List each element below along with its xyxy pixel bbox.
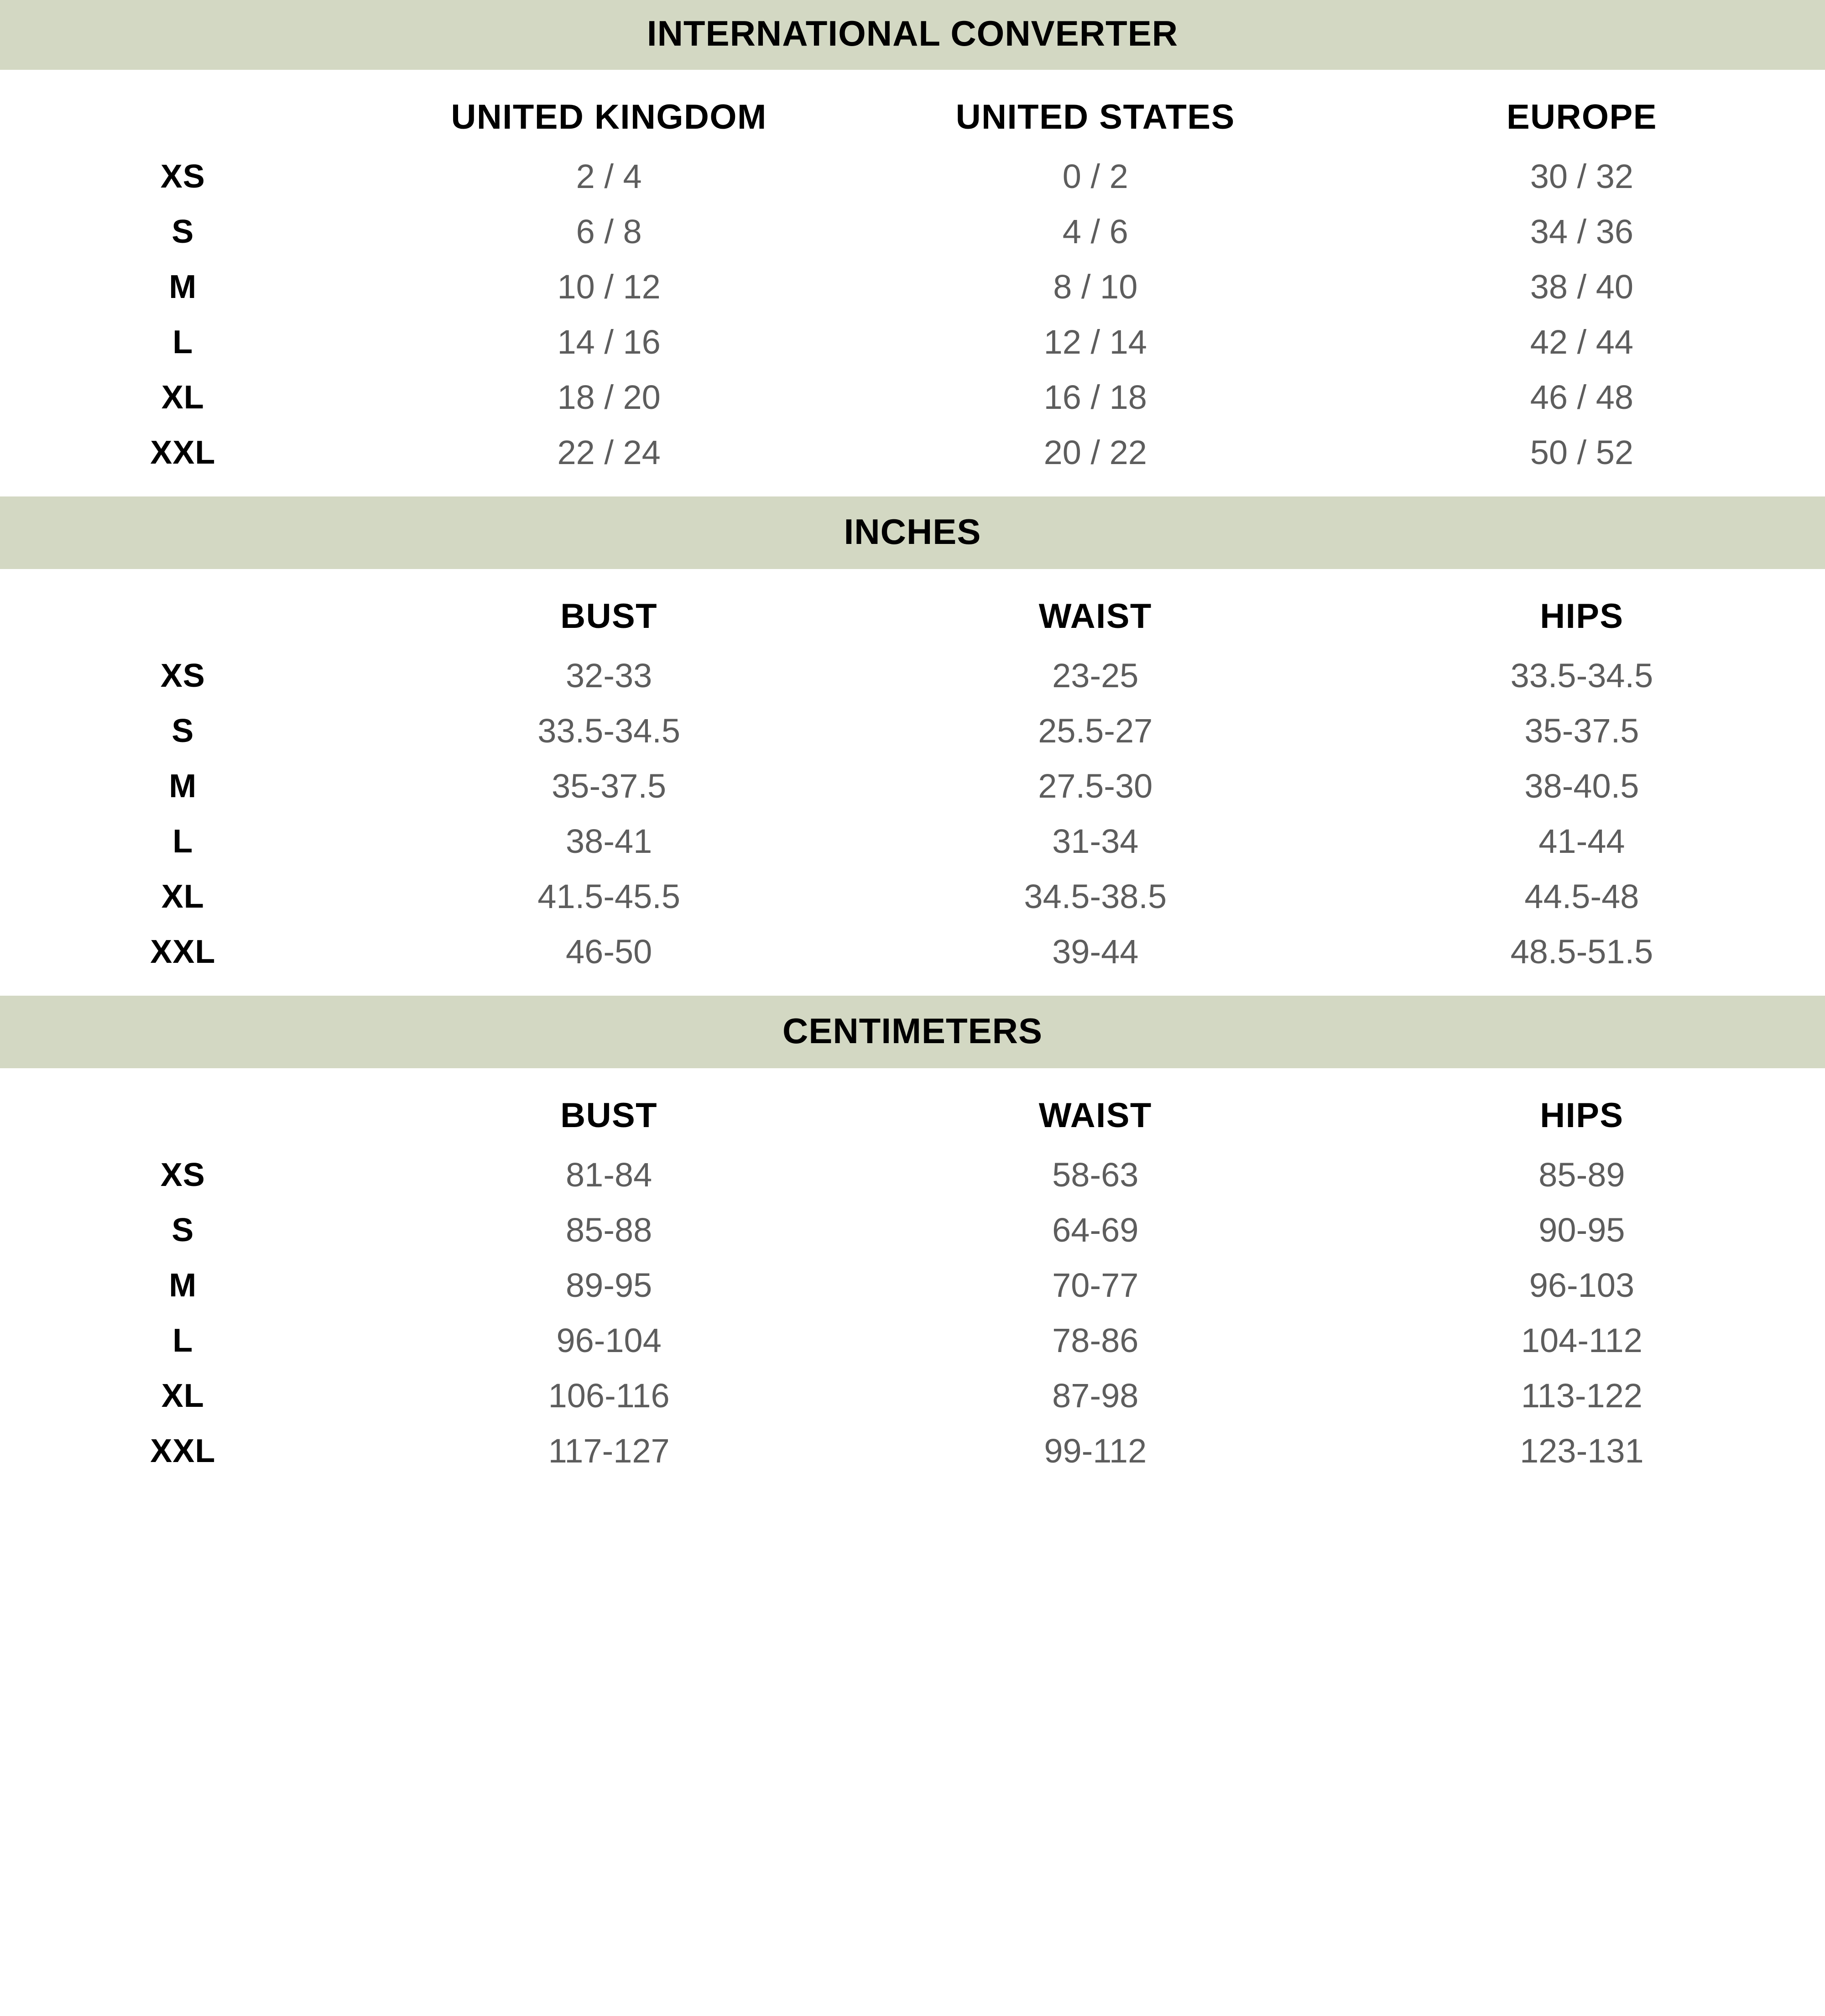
inches-measurement-table bbox=[0, 569, 1825, 979]
cell-us-xl: 16 / 18 bbox=[1043, 378, 1147, 416]
cell-us-s: 4 / 6 bbox=[1062, 213, 1128, 251]
row-label-xxl: XXL bbox=[150, 1432, 216, 1469]
column-header-waist-inches: WAIST bbox=[1038, 597, 1152, 636]
cell-us-xs: 0 / 2 bbox=[1062, 157, 1128, 195]
table-row bbox=[0, 259, 1825, 314]
cell-waist-in-xxl: 39-44 bbox=[1052, 933, 1139, 971]
cell-hips-cm-xl: 113-122 bbox=[1521, 1377, 1642, 1415]
row-label-s: S bbox=[172, 1212, 194, 1248]
cell-bust-cm-xxl: 117-127 bbox=[548, 1432, 670, 1470]
table-row bbox=[0, 1258, 1825, 1313]
table-row bbox=[0, 1368, 1825, 1423]
cell-eu-m: 38 / 40 bbox=[1530, 268, 1634, 306]
cell-eu-xxl: 50 / 52 bbox=[1530, 433, 1634, 471]
cell-eu-xs: 30 / 32 bbox=[1530, 157, 1634, 195]
table-row bbox=[0, 425, 1825, 480]
cell-hips-cm-s: 90-95 bbox=[1538, 1211, 1625, 1249]
cell-waist-cm-m: 70-77 bbox=[1052, 1266, 1139, 1304]
row-label-xl: XL bbox=[161, 379, 204, 416]
cell-waist-in-m: 27.5-30 bbox=[1038, 767, 1153, 805]
table-row bbox=[0, 703, 1825, 758]
table-row bbox=[0, 1423, 1825, 1478]
cell-bust-in-m: 35-37.5 bbox=[552, 767, 667, 805]
cell-hips-in-xs: 33.5-34.5 bbox=[1510, 657, 1653, 695]
cell-us-m: 8 / 10 bbox=[1053, 268, 1138, 306]
centimeters-measurement-table bbox=[0, 1068, 1825, 1478]
cell-waist-cm-s: 64-69 bbox=[1052, 1211, 1139, 1249]
cell-waist-cm-xxl: 99-112 bbox=[1044, 1432, 1147, 1470]
column-header-bust-cm: BUST bbox=[560, 1096, 658, 1135]
column-header-united-kingdom: UNITED KINGDOM bbox=[451, 98, 767, 136]
row-label-xs: XS bbox=[160, 158, 205, 195]
cell-hips-in-l: 41-44 bbox=[1538, 822, 1625, 860]
table-row bbox=[0, 924, 1825, 979]
international-converter-table bbox=[0, 70, 1825, 480]
cell-bust-cm-s: 85-88 bbox=[566, 1211, 652, 1249]
cell-uk-s: 6 / 8 bbox=[576, 213, 642, 251]
row-label-m: M bbox=[169, 268, 197, 305]
table-header-row bbox=[0, 70, 1825, 149]
cell-hips-in-m: 38-40.5 bbox=[1524, 767, 1639, 805]
cell-bust-cm-m: 89-95 bbox=[566, 1266, 652, 1304]
table-row bbox=[0, 370, 1825, 425]
table-row bbox=[0, 1202, 1825, 1258]
cell-bust-in-xxl: 46-50 bbox=[566, 933, 652, 971]
section-spacer bbox=[0, 480, 1825, 496]
section-banner-centimeters: CENTIMETERS bbox=[0, 996, 1825, 1068]
cell-hips-cm-m: 96-103 bbox=[1529, 1266, 1635, 1304]
column-header-size bbox=[0, 1068, 366, 1147]
cell-bust-cm-l: 96-104 bbox=[556, 1321, 662, 1359]
cell-us-xxl: 20 / 22 bbox=[1043, 433, 1147, 471]
row-label-l: L bbox=[172, 324, 193, 360]
cell-waist-in-l: 31-34 bbox=[1052, 822, 1139, 860]
row-label-xl: XL bbox=[161, 1377, 204, 1414]
column-header-united-states: UNITED STATES bbox=[955, 98, 1235, 136]
table-row bbox=[0, 814, 1825, 869]
table-row bbox=[0, 758, 1825, 814]
cell-waist-cm-l: 78-86 bbox=[1052, 1321, 1139, 1359]
column-header-size bbox=[0, 70, 366, 149]
cell-bust-in-xl: 41.5-45.5 bbox=[537, 877, 680, 915]
cell-uk-m: 10 / 12 bbox=[557, 268, 661, 306]
table-row bbox=[0, 648, 1825, 703]
row-label-m: M bbox=[169, 1267, 197, 1304]
row-label-l: L bbox=[172, 823, 193, 860]
row-label-xxl: XXL bbox=[150, 434, 216, 471]
row-label-s: S bbox=[172, 712, 194, 749]
table-header-row bbox=[0, 1068, 1825, 1147]
section-banner-international-converter: INTERNATIONAL CONVERTER bbox=[0, 0, 1825, 70]
row-label-m: M bbox=[169, 768, 197, 804]
table-row bbox=[0, 1147, 1825, 1202]
row-label-xxl: XXL bbox=[150, 933, 216, 970]
table-header-row bbox=[0, 569, 1825, 648]
cell-uk-xl: 18 / 20 bbox=[557, 378, 661, 416]
section-spacer bbox=[0, 979, 1825, 996]
cell-hips-cm-xs: 85-89 bbox=[1538, 1156, 1625, 1194]
cell-hips-in-s: 35-37.5 bbox=[1524, 712, 1639, 750]
row-label-s: S bbox=[172, 213, 194, 250]
cell-uk-xs: 2 / 4 bbox=[576, 157, 642, 195]
cell-eu-xl: 46 / 48 bbox=[1530, 378, 1634, 416]
table-row bbox=[0, 1313, 1825, 1368]
column-header-waist-cm: WAIST bbox=[1038, 1096, 1152, 1135]
table-row bbox=[0, 869, 1825, 924]
row-label-xs: XS bbox=[160, 657, 205, 694]
cell-waist-cm-xl: 87-98 bbox=[1052, 1377, 1139, 1415]
cell-waist-in-xl: 34.5-38.5 bbox=[1024, 877, 1167, 915]
row-label-l: L bbox=[172, 1322, 193, 1359]
table-row bbox=[0, 204, 1825, 259]
cell-hips-in-xxl: 48.5-51.5 bbox=[1510, 933, 1653, 971]
cell-waist-in-s: 25.5-27 bbox=[1038, 712, 1153, 750]
column-header-size bbox=[0, 569, 366, 648]
cell-eu-s: 34 / 36 bbox=[1530, 213, 1634, 251]
cell-bust-in-s: 33.5-34.5 bbox=[537, 712, 680, 750]
cell-bust-cm-xl: 106-116 bbox=[548, 1377, 670, 1415]
row-label-xs: XS bbox=[160, 1156, 205, 1193]
cell-hips-in-xl: 44.5-48 bbox=[1524, 877, 1639, 915]
cell-waist-cm-xs: 58-63 bbox=[1052, 1156, 1139, 1194]
table-row bbox=[0, 149, 1825, 204]
cell-us-l: 12 / 14 bbox=[1043, 323, 1147, 361]
column-header-bust-inches: BUST bbox=[560, 597, 658, 636]
section-banner-inches: INCHES bbox=[0, 496, 1825, 569]
cell-waist-in-xs: 23-25 bbox=[1052, 657, 1139, 695]
cell-uk-xxl: 22 / 24 bbox=[557, 433, 661, 471]
column-header-hips-cm: HIPS bbox=[1540, 1096, 1624, 1135]
table-row bbox=[0, 314, 1825, 370]
cell-uk-l: 14 / 16 bbox=[557, 323, 661, 361]
column-header-europe: EUROPE bbox=[1506, 98, 1657, 136]
cell-bust-cm-xs: 81-84 bbox=[566, 1156, 652, 1194]
cell-bust-in-l: 38-41 bbox=[566, 822, 652, 860]
cell-hips-cm-l: 104-112 bbox=[1521, 1321, 1642, 1359]
row-label-xl: XL bbox=[161, 878, 204, 915]
cell-bust-in-xs: 32-33 bbox=[566, 657, 652, 695]
cell-hips-cm-xxl: 123-131 bbox=[1520, 1432, 1644, 1470]
cell-eu-l: 42 / 44 bbox=[1530, 323, 1634, 361]
column-header-hips-inches: HIPS bbox=[1540, 597, 1624, 636]
